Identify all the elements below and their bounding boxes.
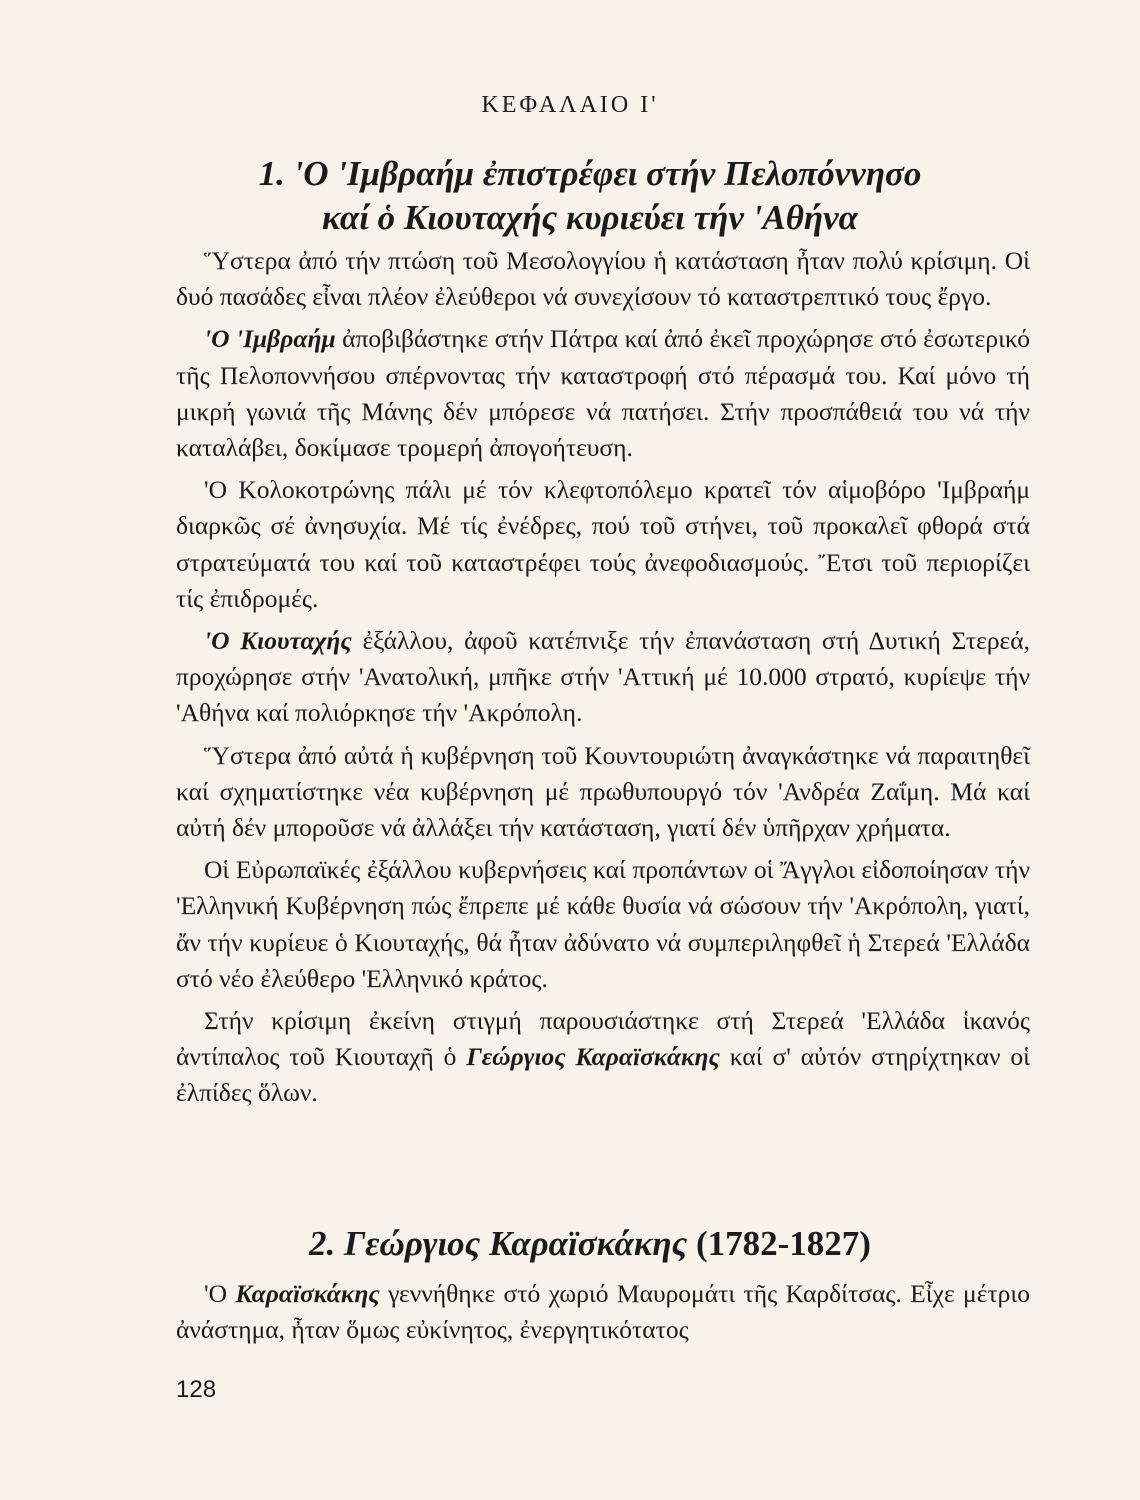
paragraph-text: ἐξάλλου, ἀφοῦ κατέπνιξε τήν ἐπανάσταση στή Δυτική Στερεά, προχώρησε στήν 'Ανατολική, μπῆκε στήν 'Αττική μέ 10.000 στρατό, κυρίεψε τήν 'Αθήνα καί πολιόρκησε τήν 'Ακρόπολη. bbox=[176, 626, 1030, 728]
paragraph bbox=[176, 738, 1030, 847]
paragraph-text: Οἱ Εὐρωπαϊκές ἐξάλλου κυβερνήσεις καί προπάντων οἱ Ἄγγλοι εἰδοποίησαν τήν 'Ελληνική Κυβέρνηση πώς ἔπρεπε μέ κάθε θυσία νά σώσουν τήν 'Ακρόπολη, γιατί, ἄν τήν κυρίευε ὁ Κιουταχής, θά ἦταν ἀδύνατο νά συμπεριληφθεῖ ἡ Στερεά 'Ελλάδα στό νέο ἐλεύθερο 'Ελληνικό κράτος. bbox=[176, 855, 1030, 993]
paragraph-lead: 'Ο Κιουταχής bbox=[204, 626, 352, 656]
section-1-title-line-2: καί ὁ Κιουταχής κυριεύει τήν 'Αθήνα bbox=[321, 198, 859, 237]
section-1-title bbox=[150, 152, 1030, 240]
section-2-title bbox=[150, 1222, 1030, 1266]
paragraph-emphasis: Καραϊσκάκης bbox=[235, 1279, 380, 1308]
paragraph-text: Ὕστερα ἀπό αὐτά ἡ κυβέρνηση τοῦ Κουντουριώτη ἀναγκάστηκε νά παραιτηθεῖ καί σχηματίστηκε νέα κυβέρνηση μέ πρωθυπουργό τόν 'Ανδρέα Ζαΐμη. Μά καί αὐτή δέν μποροῦσε νά ἀλλάξει τήν κατάσταση, γιατί δέν ὑπῆρχαν χρήματα. bbox=[176, 740, 1030, 843]
paragraph bbox=[176, 623, 1030, 732]
paragraph-tail: καί σ' αὐτόν στηρίχτηκαν οἱ ἐλπίδες ὅλων. bbox=[176, 1042, 1030, 1108]
section-2-body bbox=[176, 1276, 1030, 1348]
paragraph-text: ἀποβιβάστηκε στήν Πάτρα καί ἀπό ἐκεῖ προχώρησε στό ἐσωτερικό τῆς Πελοποννήσου σπέρνοντας τήν καταστροφή στό πέρασμά του. Καί μόνο τή μικρή γωνιά τῆς Μάνης δέν μπόρεσε νά πατήσει. Στήν προσπάθειά του νά τήν καταλάβει, δοκίμασε τρομερή ἀπογοήτευση. bbox=[176, 324, 1031, 463]
paragraph-lead: 'Ο bbox=[204, 1279, 236, 1308]
paragraph-text: γεννήθηκε στό χωριό Μαυρομάτι τῆς Καρδίτσας. Εἶχε μέτριο ἀνάστημα, ἦταν ὅμως εὐκίνητος, ἐνεργητικότατος bbox=[176, 1279, 1030, 1345]
section-1-body bbox=[176, 243, 1030, 1112]
section-2-dates: (1782-1827) bbox=[695, 1224, 871, 1263]
paragraph-emphasis: Γεώργιος Καραϊσκάκης bbox=[466, 1042, 720, 1072]
page-number: 128 bbox=[176, 1376, 217, 1403]
paragraph-lead: 'Ο 'Ιμβραήμ bbox=[204, 324, 336, 354]
paragraph bbox=[176, 321, 1030, 466]
section-1-title-line-1: 1. 'Ο 'Ιμβραήμ ἐπιστρέφει στήν Πελοπόννησο bbox=[258, 154, 922, 193]
section-2-title-text: 2. Γεώργιος Καραϊσκάκης bbox=[309, 1224, 688, 1263]
chapter-heading: ΚΕΦΑΛΑΙΟ Ι' bbox=[481, 92, 659, 118]
paragraph bbox=[176, 243, 1030, 315]
paragraph bbox=[176, 1003, 1030, 1112]
paragraph bbox=[176, 472, 1030, 617]
paragraph-text: Ὕστερα ἀπό τήν πτώση τοῦ Μεσολογγίου ἡ κατάσταση ἦταν πολύ κρίσιμη. Οἱ δυό πασάδες εἶναι πλέον ἐλεύθεροι νά συνεχίσουν τό καταστρεπτικό τους ἔργο. bbox=[176, 246, 1030, 312]
paragraph bbox=[176, 852, 1030, 997]
paragraph-text: 'Ο Κολοκοτρώνης πάλι μέ τόν κλεφτοπόλεμο κρατεῖ τόν αἱμοβόρο 'Ιμβραήμ διαρκῶς σέ ἀνησυχία. Μέ τίς ἐνέδρες, πού τοῦ στήνει, τοῦ προκαλεῖ φθορά στά στρατεύματά του καί τοῦ καταστρέφει τούς ἀνεφοδιασμούς. Ἔτσι τοῦ περιορίζει τίς ἐπιδρομές. bbox=[176, 475, 1030, 613]
paragraph-text: Στήν κρίσιμη ἐκείνη στιγμή παρουσιάστηκε στή Στερεά 'Ελλάδα ἱκανός ἀντίπαλος τοῦ Κιουταχῆ ὁ bbox=[176, 1006, 1030, 1072]
paragraph bbox=[176, 1276, 1030, 1348]
